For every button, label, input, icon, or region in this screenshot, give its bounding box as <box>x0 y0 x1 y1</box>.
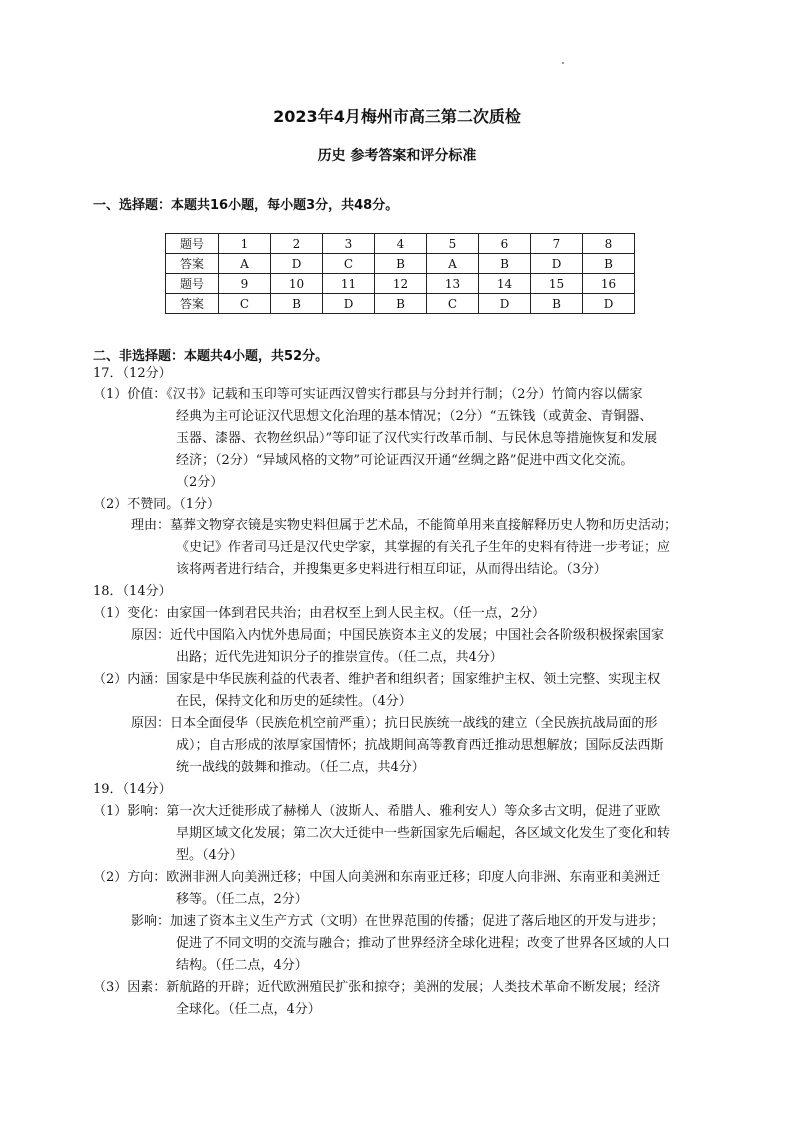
table-cell: B <box>479 254 531 274</box>
answer-line: 《史记》作者司马迁是汉代史学家，其掌握的有关孔子生年的史料有待进一步考证；应 <box>176 540 671 555</box>
table-cell: D <box>271 254 323 274</box>
answer-line: （1）影响：第一次大迁徙形成了赫梯人（波斯人、希腊人、雅利安人）等众多古文明，促进了亚欧 <box>93 804 661 819</box>
table-cell: 4 <box>375 234 427 254</box>
answer-line: 影响：加速了资本主义生产方式（文明）在世界范围的传播；促进了落后地区的开发与进步； <box>131 914 665 929</box>
table-cell: D <box>583 294 635 314</box>
table-cell: 15 <box>531 274 583 294</box>
answer-line: 经济；（2分）“异域风格的文物”可论证西汉开通“丝绸之路”促进中西文化交流。 <box>176 453 634 468</box>
table-cell: B <box>375 294 427 314</box>
answer-line: （2）不赞同。（1分） <box>93 497 221 512</box>
table-cell: C <box>323 254 375 274</box>
table-cell: B <box>375 254 427 274</box>
answer-line: （1）价值：《汉书》记载和玉印等可实证西汉曾实行郡县与分封并行制；（2分）竹简内容以儒家 <box>93 387 643 402</box>
table-row <box>166 254 635 274</box>
table-row <box>166 294 635 314</box>
answer-line: 结构。（任二点，4分） <box>176 958 308 973</box>
table-cell: D <box>323 294 375 314</box>
answer-line: 在民，保持文化和历史的延续性。（4分） <box>176 694 412 709</box>
question-heading: 19．（14分） <box>93 782 172 797</box>
answer-line: 理由：墓葬文物穿衣镜是实物史料但属于艺术品，不能简单用来直接解释历史人物和历史活动； <box>131 518 678 533</box>
table-cell: A <box>219 254 271 274</box>
answer-line: 型。（4分） <box>176 848 243 863</box>
question-heading: 17．（12分） <box>93 366 172 381</box>
answer-line: （1）变化：由家国一体到君民共治；由君权至上到人民主权。（任一点，2分） <box>93 606 546 621</box>
table-cell: 3 <box>323 234 375 254</box>
table-cell: 9 <box>219 274 271 294</box>
table-cell: B <box>583 254 635 274</box>
table-cell: A <box>427 254 479 274</box>
table-cell: 5 <box>427 234 479 254</box>
table-cell: C <box>427 294 479 314</box>
answer-table <box>165 233 635 314</box>
table-cell: 8 <box>583 234 635 254</box>
answer-line: 统一战线的鼓舞和推动。（任二点，共4分） <box>176 760 425 775</box>
table-cell: C <box>219 294 271 314</box>
table-cell: 答案 <box>166 294 219 314</box>
answer-line: 出路；近代先进知识分子的推崇宣传。（任二点，共4分） <box>176 650 503 665</box>
table-cell: 6 <box>479 234 531 254</box>
answer-line: 该将两者进行结合，并搜集更多史料进行相互印证，从而得出结论。（3分） <box>176 562 607 577</box>
answer-line: （2分） <box>176 475 224 490</box>
table-cell: 题号 <box>166 234 219 254</box>
table-row <box>166 274 635 294</box>
answer-line: 全球化。（任二点，4分） <box>176 1002 321 1017</box>
answer-line: （2）内涵：国家是中华民族利益的代表者、维护者和组织者；国家维护主权、领土完整、实现主权 <box>93 672 661 687</box>
table-cell: 10 <box>271 274 323 294</box>
scan-dot <box>562 62 564 64</box>
answer-line: （3）因素：新航路的开辟；近代欧洲殖民扩张和掠夺；美洲的发展；人类技术革命不断发展；经济 <box>93 980 661 995</box>
table-row <box>166 234 635 254</box>
section2-heading: 二、非选择题：本题共4小题，共52分。 <box>93 349 329 364</box>
answer-line: 早期区域文化发展；第二次大迁徙中一些新国家先后崛起，各区域文化发生了变化和转 <box>176 826 671 841</box>
answer-line: 玉器、漆器、衣物丝织品）”等印证了汉代实行改革币制、与民休息等措施恢复和发展 <box>176 431 658 446</box>
answer-line: （2）方向：欧洲非洲人向美洲迁移；中国人向美洲和东南亚迁移；印度人向非洲、东南亚和美洲迁 <box>93 870 661 885</box>
table-cell: 12 <box>375 274 427 294</box>
table-cell: B <box>531 294 583 314</box>
section1-heading: 一、选择题：本题共16小题，每小题3分，共48分。 <box>93 198 399 213</box>
table-cell: B <box>271 294 323 314</box>
table-cell: 7 <box>531 234 583 254</box>
page-subtitle: 历史 参考答案和评分标准 <box>317 148 477 164</box>
answer-line: 经典为主可论证汉代思想文化治理的基本情况；（2分）“五铢钱（或黄金、青铜器、 <box>176 409 653 424</box>
answer-line: 原因：日本全面侵华（民族危机空前严重）；抗日民族统一战线的建立（全民族抗战局面的形 <box>131 716 658 731</box>
answer-line: 原因：近代中国陷入内忧外患局面；中国民族资本主义的发展；中国社会各阶级积极探索国家 <box>131 628 665 643</box>
question-heading: 18．（14分） <box>93 584 172 599</box>
table-cell: 11 <box>323 274 375 294</box>
table-cell: 14 <box>479 274 531 294</box>
table-cell: D <box>479 294 531 314</box>
table-cell: 16 <box>583 274 635 294</box>
table-cell: 1 <box>219 234 271 254</box>
page-title: 2023年4月梅州市高三第二次质检 <box>273 107 521 126</box>
table-cell: 2 <box>271 234 323 254</box>
table-cell: 答案 <box>166 254 219 274</box>
table-cell: 题号 <box>166 274 219 294</box>
table-cell: D <box>531 254 583 274</box>
answer-line: 促进了不同文明的交流与融合；推动了世界经济全球化进程；改变了世界各区域的人口 <box>176 936 671 951</box>
answer-line: 成）；自古形成的浓厚家国情怀；抗战期间高等教育西迁推动思想解放；国际反法西斯 <box>176 738 664 753</box>
answer-line: 移等。（任二点，2分） <box>176 892 308 907</box>
table-cell: 13 <box>427 274 479 294</box>
